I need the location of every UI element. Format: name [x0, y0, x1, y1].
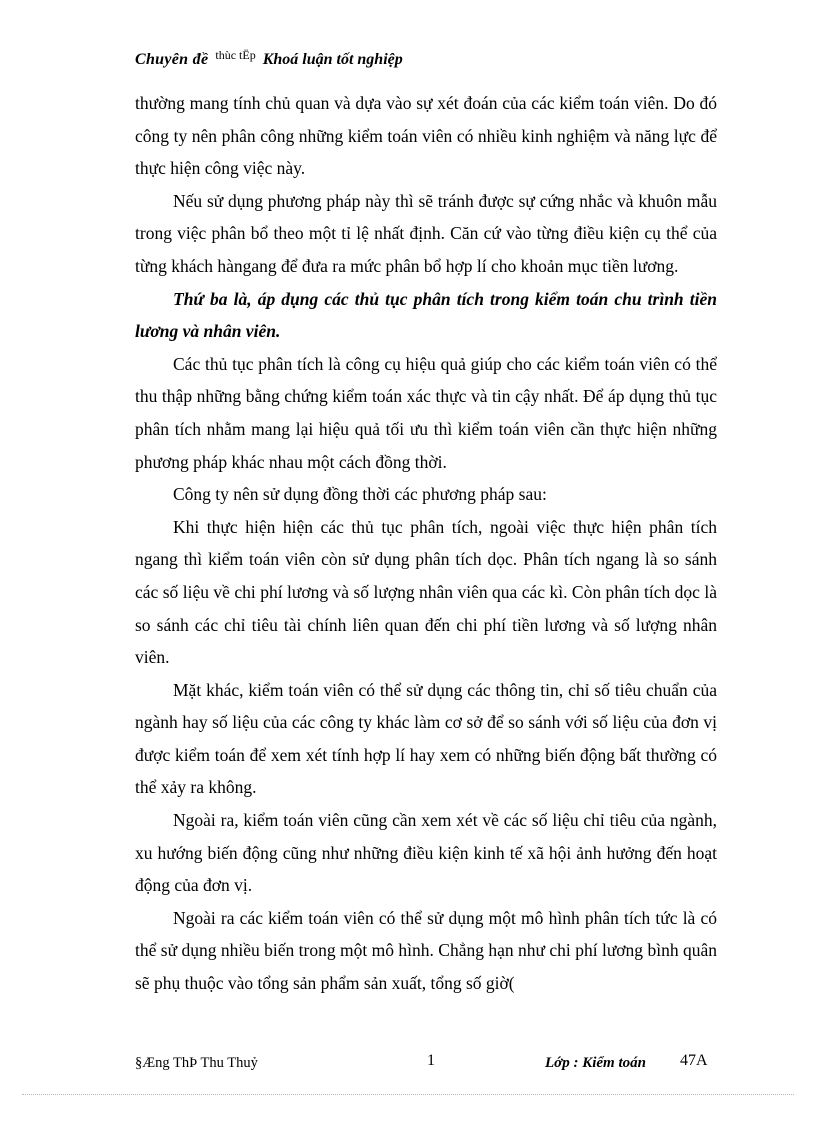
paragraph: Ngoài ra các kiểm toán viên có thể sử dụng một mô hình phân tích tức là có thể sử dụng nhiều biến trong một mô hình. Chẳng hạn như chi phí lương bình quân sẽ phụ thuộc vào tổng sản phẩm sản xuất, tổng số giờ(: [135, 907, 717, 994]
page-number: 1: [427, 1052, 435, 1069]
document-body: [135, 87, 717, 1000]
paragraph: Ngoài ra, kiểm toán viên cũng cần xem xét về các số liệu chỉ tiêu của ngành, xu hướng biến động cũng như những điều kiện kinh tế xã hội ảnh hưởng đến hoạt động của đơn vị.: [135, 810, 717, 896]
footer-author: §Æng ThÞ Thu Thuỷ: [135, 1055, 258, 1071]
section-heading: Thứ ba là, áp dụng các thủ tục phân tích trong kiểm toán chu trình tiền lương và nhân viên.: [135, 288, 717, 342]
paragraph-continuation: thường mang tính chủ quan và dựa vào sự xét đoán của các kiểm toán viên. Do đó công ty nên phân công những kiểm toán viên có nhiều kinh nghiệm và năng lực để thực hiện công việc này.: [135, 93, 717, 179]
page-header: [135, 48, 735, 78]
paragraph: Công ty nên sử dụng đồng thời các phương pháp sau:: [173, 484, 547, 505]
paragraph: Khi thực hiện hiện các thủ tục phân tích, ngoài việc thực hiện phân tích ngang thì kiểm toán viên còn sử dụng phân tích dọc. Phân tích ngang là so sánh các số liệu về chi phí lương và số lượng nhân viên qua các kì. Còn phân tích dọc là so sánh các chỉ tiêu tài chính liên quan đến chi phí tiền lương và số lượng nhân viên.: [135, 516, 717, 668]
footer-class-label: Lớp : Kiểm toán: [545, 1055, 646, 1071]
header-subtitle: thùc tËp: [215, 48, 256, 62]
header-thesis-label: Khoá luận tốt nghiệp: [262, 51, 403, 68]
paragraph: Mặt khác, kiểm toán viên có thể sử dụng các thông tin, chỉ số tiêu chuẩn của ngành hay số liệu của các công ty khác làm cơ sở để so sánh với số liệu của đơn vị được kiểm toán để xem xét tính hợp lí hay xem có những biến động bất thường có thể xảy ra không.: [135, 679, 717, 798]
page-footer: [135, 1052, 717, 1080]
footer-class-code: 47A: [680, 1052, 708, 1069]
paragraph: Nếu sử dụng phương pháp này thì sẽ tránh được sự cứng nhắc và khuôn mẫu trong việc phân bổ theo một tỉ lệ nhất định. Căn cứ vào từng điều kiện cụ thể của từng khách hàngang để đưa ra mức phân bổ hợp lí cho khoản mục tiền lương.: [135, 190, 717, 276]
page-bottom-divider: [22, 1094, 794, 1095]
header-title: Chuyên đề: [135, 51, 209, 68]
paragraph: Các thủ tục phân tích là công cụ hiệu quả giúp cho các kiểm toán viên có thể thu thập những bằng chứng kiểm toán xác thực và tin cậy nhất. Để áp dụng thủ tục phân tích nhằm mang lại hiệu quả tối ưu thì kiểm toán viên cần thực hiện những phương pháp khác nhau một cách đồng thời.: [135, 353, 717, 472]
